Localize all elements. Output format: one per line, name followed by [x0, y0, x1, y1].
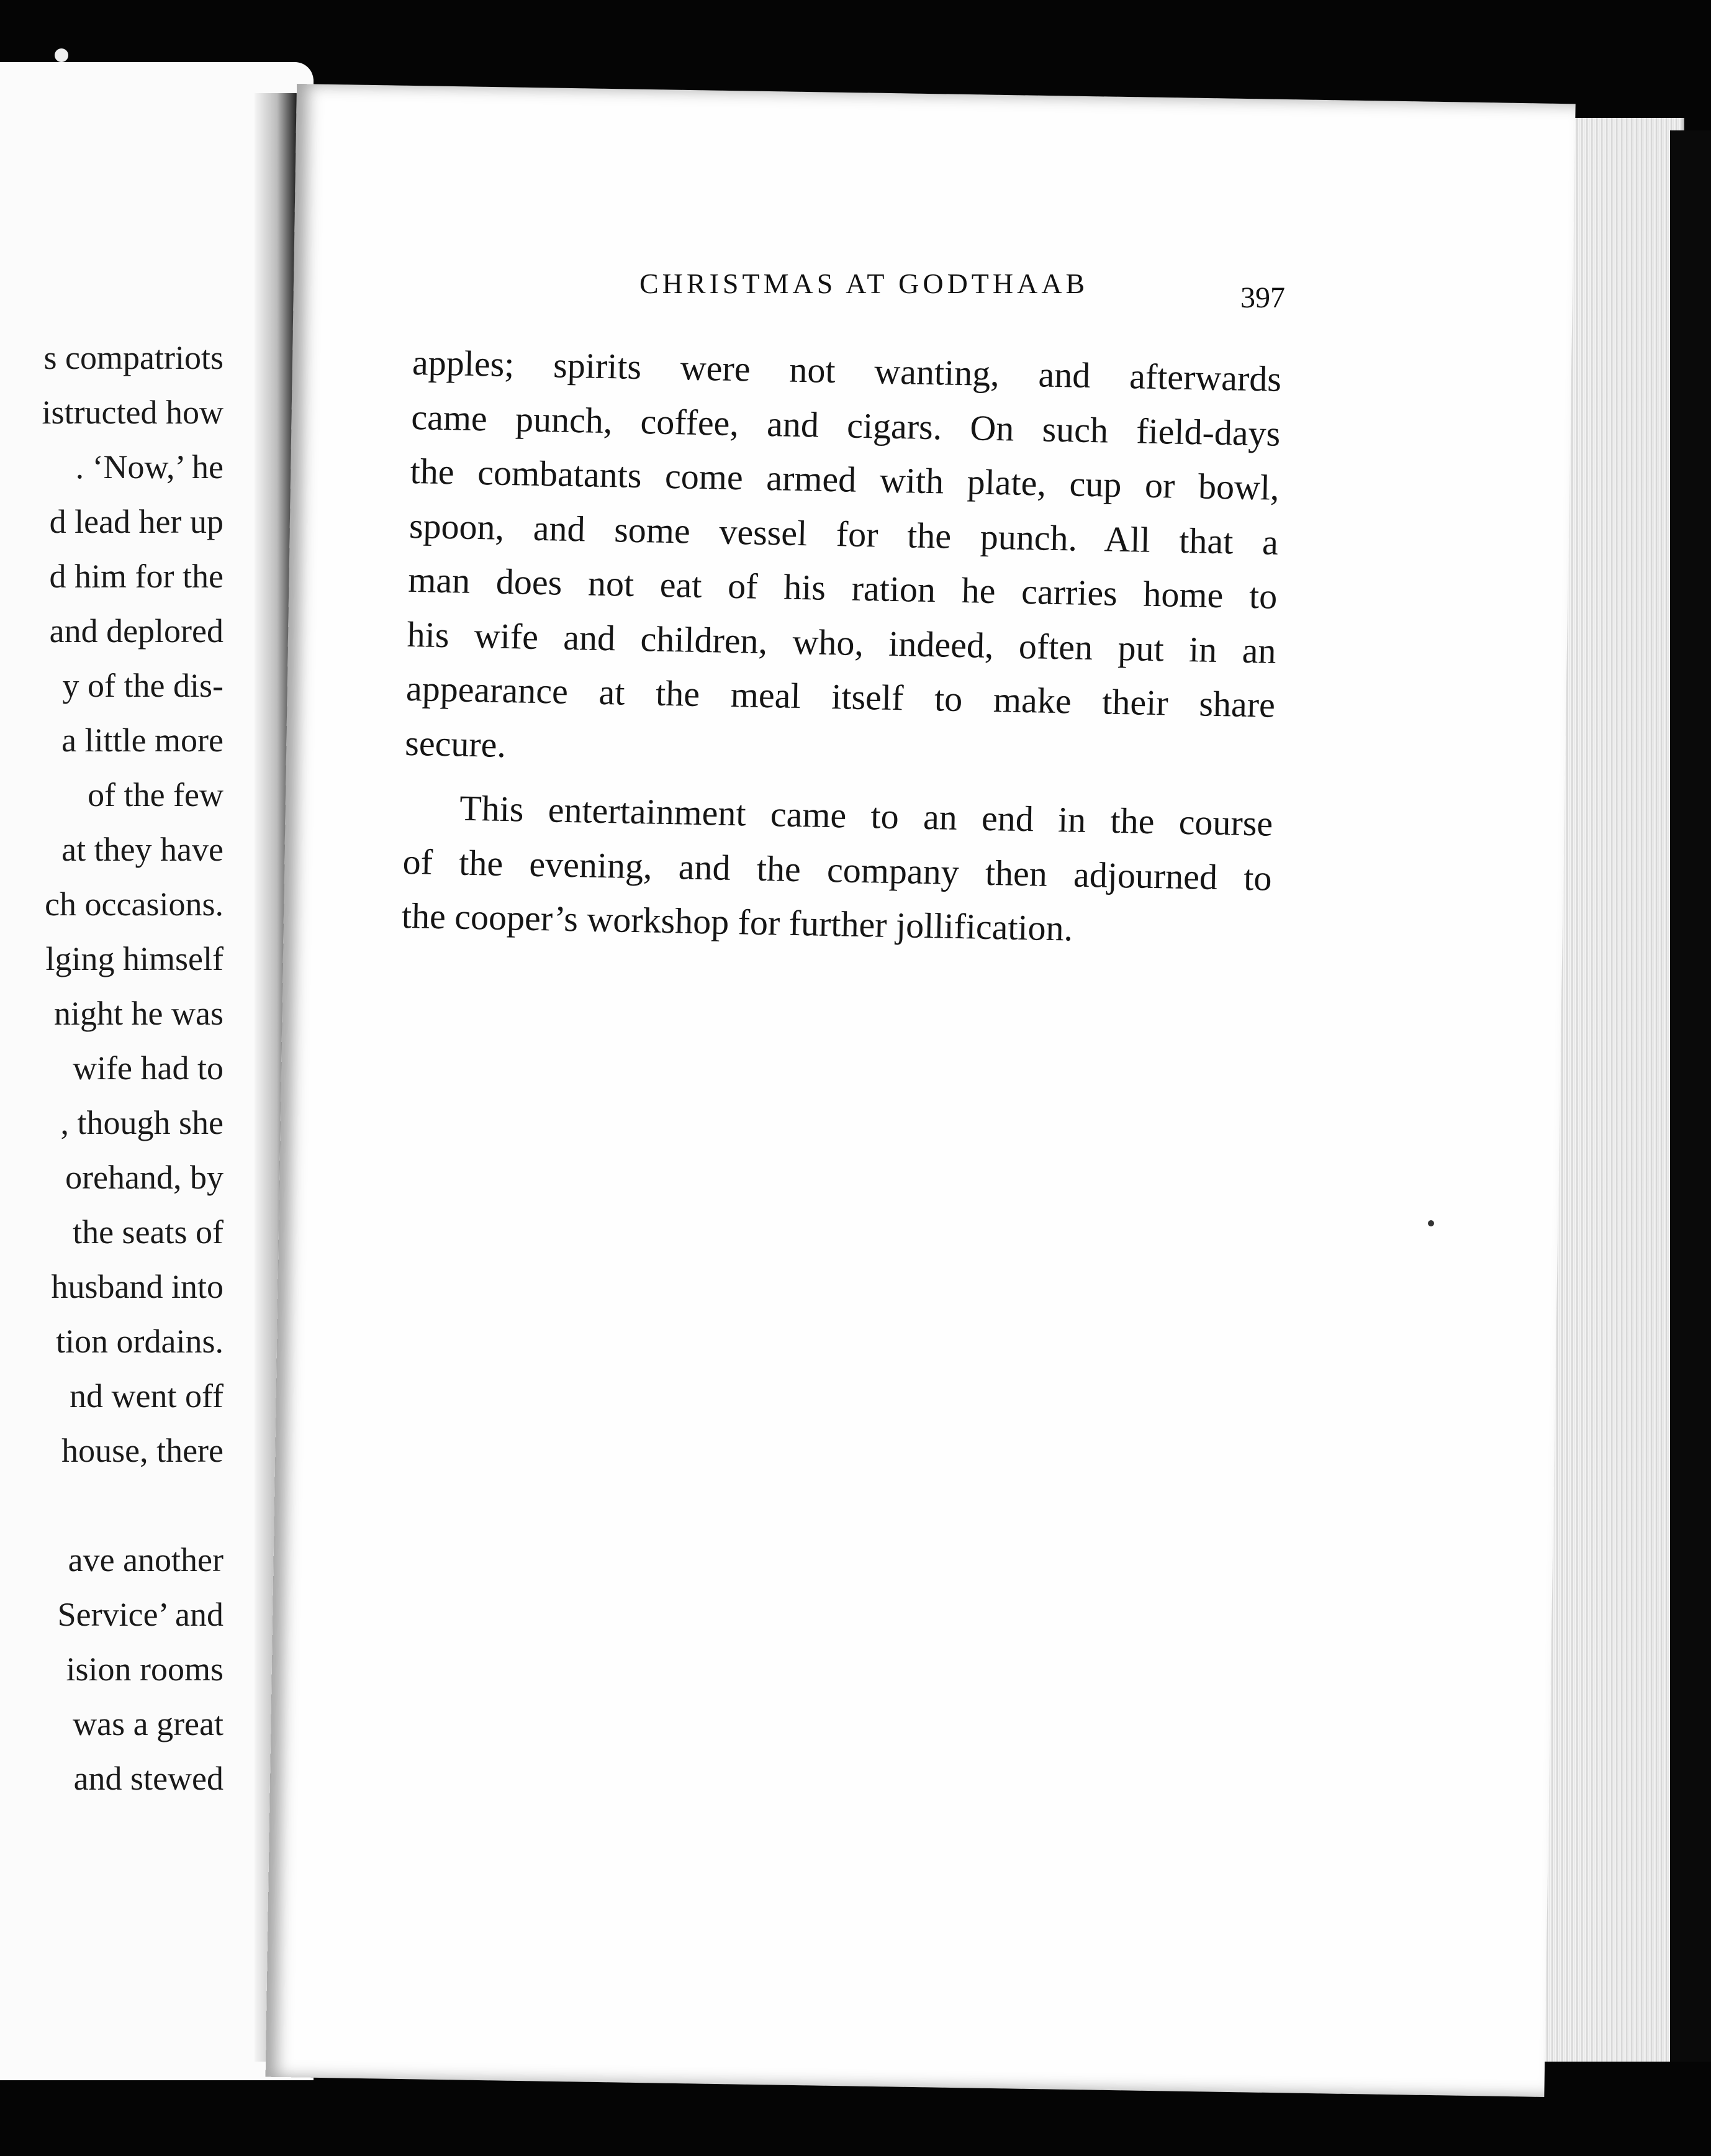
left-line: orehand, by: [65, 1159, 223, 1196]
left-line: wife had to: [73, 1049, 223, 1087]
left-line: was a great: [73, 1705, 223, 1742]
paragraph: [405, 335, 1282, 787]
left-line-gap: [0, 1478, 223, 1533]
text-line: apples; spirits were not wanting, and afterwards: [412, 342, 1282, 399]
left-line: s compatriots: [43, 339, 223, 376]
left-line: night he was: [54, 995, 223, 1032]
text-line: the cooper’s workshop for further jollification.: [401, 895, 1073, 949]
page-number: 397: [1240, 281, 1285, 314]
text-line: his wife and children, who, indeed, often put in an: [407, 614, 1277, 671]
left-line: husband into: [51, 1268, 223, 1305]
left-line: and stewed: [73, 1760, 223, 1797]
left-line: d lead her up: [49, 503, 223, 540]
text-line: man does not eat of his ration he carries home to: [407, 559, 1278, 617]
left-line: . ‘Now,’ he: [75, 448, 223, 486]
paragraph: [401, 780, 1273, 959]
left-line: of the few: [88, 776, 223, 813]
running-head: CHRISTMAS AT GODTHAAB: [639, 268, 1089, 299]
left-line: istructed how: [42, 394, 223, 431]
dust-speck: [1428, 1220, 1434, 1226]
page-edge-shadow: [1670, 130, 1711, 2062]
left-line: Service’ and: [57, 1596, 223, 1633]
text-line: the combatants come armed with plate, cup or bowl,: [410, 450, 1280, 508]
left-line: y of the dis-: [62, 667, 223, 704]
left-line: , though she: [60, 1104, 223, 1141]
left-line: ave another: [68, 1541, 223, 1578]
text-line: This entertainment came to an end in the course: [459, 787, 1273, 844]
left-line: lging himself: [45, 940, 223, 977]
left-line: ision rooms: [66, 1651, 223, 1688]
left-line: tion ordains.: [56, 1323, 223, 1360]
text-line: secure.: [404, 722, 507, 765]
left-line: nd went off: [70, 1377, 223, 1415]
text-line: came punch, coffee, and cigars. On such field-days: [410, 396, 1281, 454]
dust-speck: [55, 48, 68, 62]
left-line: ch occasions.: [45, 886, 223, 923]
left-line: house, there: [61, 1432, 223, 1469]
text-line: of the evening, and the company then adjourned to: [402, 841, 1273, 899]
body-text: [401, 335, 1282, 959]
left-page-text: [0, 330, 223, 1806]
left-line: d him for the: [49, 558, 223, 595]
left-line: a little more: [61, 722, 223, 759]
left-line: and deplored: [49, 612, 223, 650]
text-line: appearance at the meal itself to make their share: [405, 668, 1276, 725]
left-line: the seats of: [73, 1213, 223, 1251]
left-line: at they have: [61, 831, 223, 868]
text-line: spoon, and some vessel for the punch. All that a: [409, 505, 1279, 563]
